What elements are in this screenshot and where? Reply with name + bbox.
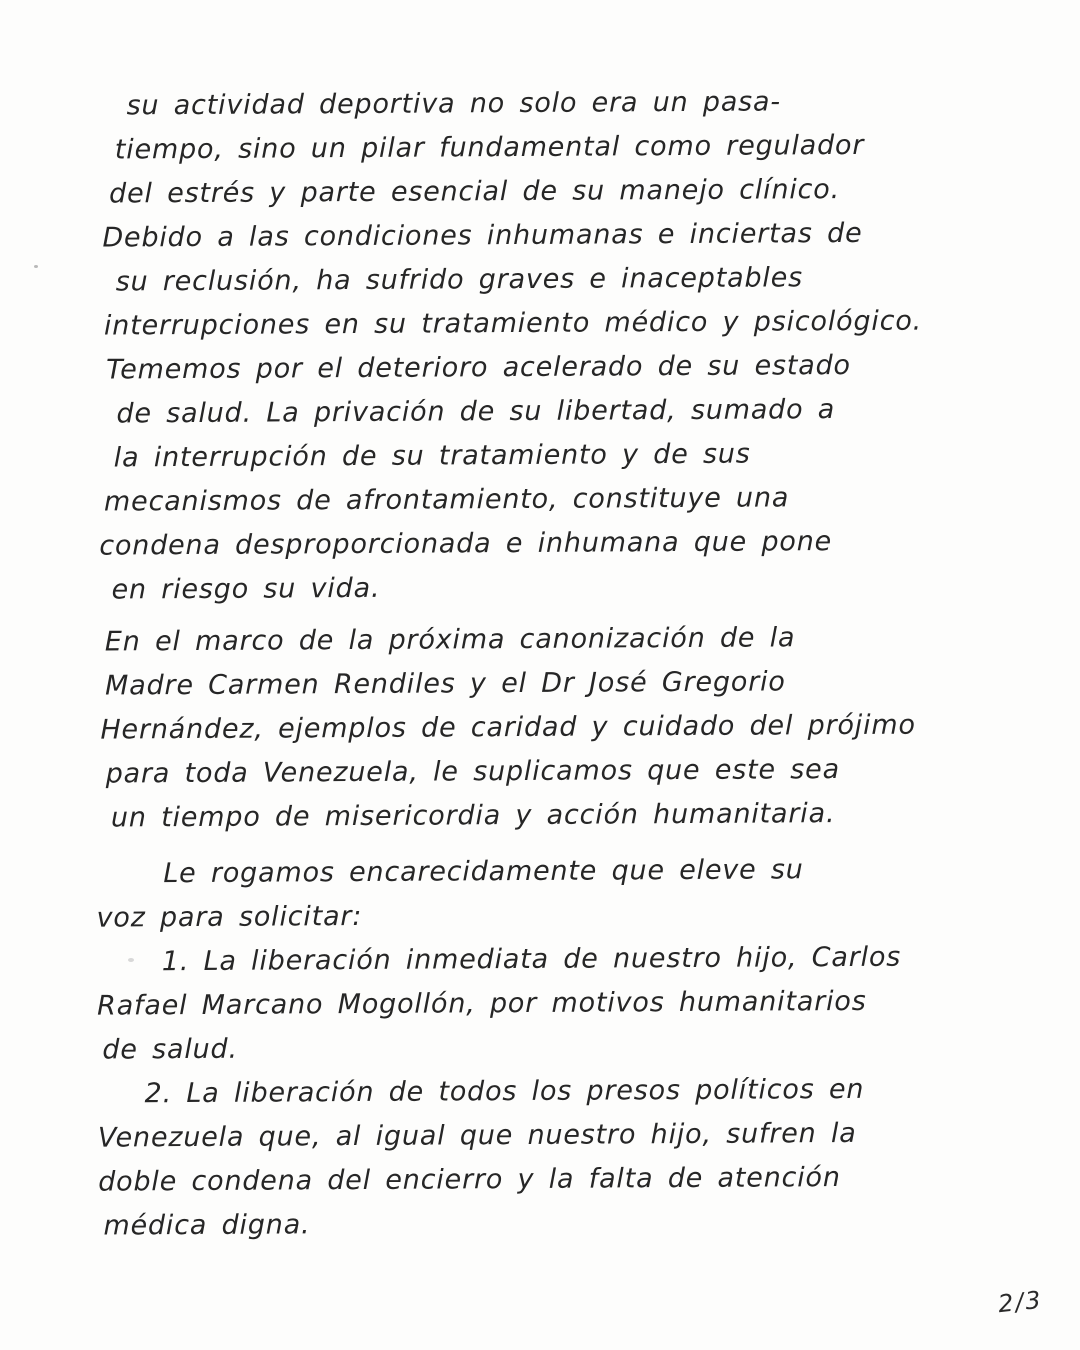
handwritten-line paragraph-start: En el marco de la próxima canonización de la: [104, 622, 796, 658]
handwritten-line: Madre Carmen Rendiles y el Dr José Gregorio: [105, 666, 786, 702]
handwritten-line: interrupciones en su tratamiento médico y psicológico.: [103, 305, 923, 342]
handwritten-line: médica digna.: [103, 1209, 311, 1242]
handwritten-line: Hernández, ejemplos de caridad y cuidado del prójimo: [100, 709, 916, 746]
letter-body: [0, 79, 1044, 1249]
handwritten-line: su reclusión, ha sufrido graves e inaceptables: [115, 262, 804, 298]
handwritten-line: doble condena del encierro y la falta de atención: [98, 1162, 841, 1198]
handwritten-line: para toda Venezuela, le suplicamos que este sea: [105, 754, 840, 790]
handwritten-line list-item-1: 1. La liberación inmediata de nuestro hijo, Carlos: [161, 941, 902, 978]
handwritten-line list-item-2: 2. La liberación de todos los presos políticos en: [144, 1073, 865, 1110]
handwritten-line paragraph-start: Le rogamos encarecidamente que eleve su: [163, 854, 804, 890]
handwritten-line: mecanismos de afrontamiento, constituye una: [103, 482, 790, 518]
handwritten-line: Rafael Marcano Mogollón, por motivos humanitarios: [96, 985, 867, 1022]
handwritten-line: de salud.: [102, 1033, 238, 1066]
handwritten-line: Venezuela que, al igual que nuestro hijo, sufren la: [97, 1117, 857, 1154]
handwritten-line: condena desproporcionada e inhumana que pone: [99, 526, 833, 562]
handwritten-line: su actividad deportiva no solo era un pasa-: [126, 86, 781, 122]
handwritten-line: tiempo, sino un pilar fundamental como regulador: [114, 129, 865, 166]
handwritten-line: del estrés y parte esencial de su manejo clínico.: [109, 174, 841, 210]
scan-speck: [34, 265, 38, 268]
handwritten-line: voz para solicitar:: [96, 900, 363, 934]
handwritten-line: Tememos por el deterioro acelerado de su estado: [106, 349, 851, 386]
handwritten-line: la interrupción de su tratamiento y de sus: [113, 438, 751, 474]
page-number: 2/3: [996, 1285, 1044, 1319]
handwritten-line: un tiempo de misericordia y acción humanitaria.: [110, 798, 836, 834]
handwritten-line: de salud. La privación de su libertad, sumado a: [116, 394, 836, 430]
scan-speck: [128, 958, 134, 962]
handwritten-line: Debido a las condiciones inhumanas e inciertas de: [102, 217, 863, 254]
handwritten-line: en riesgo su vida.: [111, 572, 381, 606]
